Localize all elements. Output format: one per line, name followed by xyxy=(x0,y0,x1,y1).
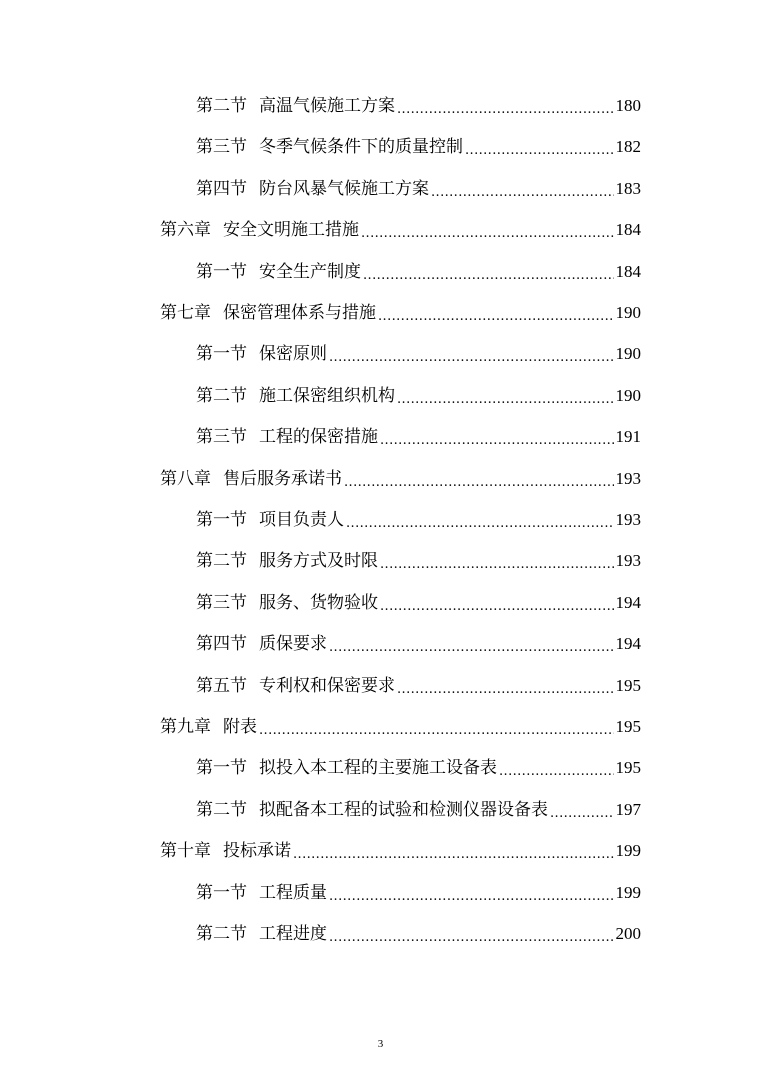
toc-entry-leader-dots xyxy=(329,876,614,910)
toc-entry-page: 194 xyxy=(615,634,641,654)
toc-entry-title: 项目负责人 xyxy=(259,510,344,530)
toc-entry-title: 施工保密组织机构 xyxy=(259,385,395,406)
toc-entry-number: 第一节 xyxy=(196,758,247,779)
toc-entry-number: 第一节 xyxy=(196,510,247,530)
toc-entry-title: 工程进度 xyxy=(259,924,327,944)
toc-entry-title: 服务、货物验收 xyxy=(259,592,378,613)
toc-entry-leader-dots xyxy=(329,337,614,371)
toc-entry-title: 保密管理体系与措施 xyxy=(223,303,376,323)
toc-entry-page: 195 xyxy=(615,675,641,695)
toc-entry[interactable] xyxy=(196,130,641,164)
toc-entry[interactable] xyxy=(196,337,641,371)
toc-entry[interactable] xyxy=(196,751,641,785)
toc-entry-page: 183 xyxy=(615,178,641,198)
toc-entry-page: 193 xyxy=(615,468,641,488)
toc-entry-number: 第四节 xyxy=(196,178,247,199)
toc-entry-page: 199 xyxy=(615,841,641,861)
toc-entry-leader-dots xyxy=(329,627,614,661)
toc-entry-title: 投标承诺 xyxy=(223,841,291,862)
toc-entry-number: 第二节 xyxy=(196,551,247,572)
toc-entry-number: 第十章 xyxy=(160,841,211,862)
toc-entry-number: 第九章 xyxy=(160,717,211,737)
toc-entry-number: 第三节 xyxy=(196,427,247,448)
toc-entry[interactable] xyxy=(160,710,641,744)
toc-entry[interactable] xyxy=(196,669,641,703)
toc-entry[interactable] xyxy=(196,586,641,620)
toc-entry-page: 195 xyxy=(615,717,641,736)
toc-entry-title: 拟配备本工程的试验和检测仪器设备表 xyxy=(259,799,548,820)
toc-entry-page: 193 xyxy=(615,551,641,571)
toc-entry-leader-dots xyxy=(380,420,614,454)
toc-entry-leader-dots xyxy=(397,669,614,703)
toc-entry-page: 191 xyxy=(615,427,641,447)
toc-entry-number: 第二节 xyxy=(196,924,247,944)
toc-entry[interactable] xyxy=(196,172,641,206)
toc-entry-number: 第一节 xyxy=(196,344,247,365)
toc-entry-number: 第二节 xyxy=(196,799,247,820)
toc-entry-leader-dots xyxy=(363,255,614,289)
toc-entry-leader-dots xyxy=(397,379,614,413)
toc-entry-title: 安全文明施工措施 xyxy=(223,220,359,241)
toc-entry[interactable] xyxy=(196,917,641,951)
toc-entry[interactable] xyxy=(196,420,641,454)
toc-entry-page: 180 xyxy=(615,96,641,115)
toc-entry[interactable] xyxy=(196,379,641,413)
toc-entry-number: 第二节 xyxy=(196,96,247,116)
toc-entry-number: 第六章 xyxy=(160,220,211,241)
toc-entry-page: 195 xyxy=(615,758,641,778)
toc-entry-number: 第五节 xyxy=(196,675,247,696)
toc-entry[interactable] xyxy=(196,503,641,537)
toc-entry[interactable] xyxy=(196,89,641,123)
toc-entry-title: 防台风暴气候施工方案 xyxy=(259,178,429,199)
toc-entry-leader-dots xyxy=(499,751,614,785)
toc-entry-number: 第一节 xyxy=(196,882,247,903)
toc-entry-page: 194 xyxy=(615,592,641,612)
toc-entry-leader-dots xyxy=(259,710,614,744)
toc-entry-title: 拟投入本工程的主要施工设备表 xyxy=(259,758,497,779)
toc-entry-number: 第二节 xyxy=(196,385,247,406)
toc-entry-leader-dots xyxy=(380,544,614,578)
toc-entry-leader-dots xyxy=(378,296,614,330)
toc-entry[interactable] xyxy=(196,627,641,661)
toc-entry-page: 182 xyxy=(615,137,641,157)
toc-entry-title: 工程的保密措施 xyxy=(259,427,378,448)
toc-entry-title: 冬季气候条件下的质量控制 xyxy=(259,137,463,158)
toc-entry-title: 高温气候施工方案 xyxy=(259,96,395,116)
toc-entry-title: 附表 xyxy=(223,717,257,737)
toc-entry[interactable] xyxy=(160,213,641,247)
toc-entry-title: 保密原则 xyxy=(259,344,327,365)
toc-entry-leader-dots xyxy=(329,917,614,951)
toc-entry[interactable] xyxy=(160,462,641,496)
page-number: 3 xyxy=(377,1038,384,1050)
toc-entry-leader-dots xyxy=(361,213,614,247)
toc-entry-leader-dots xyxy=(380,586,614,620)
toc-entry-leader-dots xyxy=(344,462,614,496)
toc-entry-page: 197 xyxy=(615,799,641,819)
toc-entry-page: 184 xyxy=(615,220,641,240)
toc-entry[interactable] xyxy=(196,793,641,827)
toc-entry-title: 工程质量 xyxy=(259,882,327,903)
toc-entry-page: 184 xyxy=(615,261,641,281)
toc-entry-title: 服务方式及时限 xyxy=(259,551,378,572)
toc-entry-number: 第一节 xyxy=(196,261,247,282)
toc-entry[interactable] xyxy=(196,544,641,578)
toc-entry-title: 质保要求 xyxy=(259,634,327,655)
toc-entry[interactable] xyxy=(160,834,641,868)
toc-entry-page: 200 xyxy=(615,924,641,943)
toc-entry[interactable] xyxy=(160,296,641,330)
toc-entry-page: 199 xyxy=(615,882,641,902)
toc-entry-leader-dots xyxy=(293,834,614,868)
toc-entry-page: 193 xyxy=(615,510,641,529)
toc-entry-title: 专利权和保密要求 xyxy=(259,675,395,696)
toc-entry-page: 190 xyxy=(615,385,641,405)
toc-entry-number: 第八章 xyxy=(160,468,211,489)
toc-entry[interactable] xyxy=(196,255,641,289)
toc-entry-number: 第三节 xyxy=(196,592,247,613)
toc-entry-leader-dots xyxy=(397,89,614,123)
toc-entry-leader-dots xyxy=(465,130,614,164)
toc-entry-leader-dots xyxy=(346,503,614,537)
toc-entry-leader-dots xyxy=(431,172,614,206)
toc-entry-number: 第四节 xyxy=(196,634,247,655)
toc-entry[interactable] xyxy=(196,876,641,910)
toc-entry-title: 安全生产制度 xyxy=(259,261,361,282)
toc-entry-title: 售后服务承诺书 xyxy=(223,468,342,489)
toc-entry-page: 190 xyxy=(615,344,641,364)
toc-entry-page: 190 xyxy=(615,303,641,322)
toc-entry-number: 第七章 xyxy=(160,303,211,323)
toc-entry-leader-dots xyxy=(550,793,614,827)
toc-entry-number: 第三节 xyxy=(196,137,247,158)
